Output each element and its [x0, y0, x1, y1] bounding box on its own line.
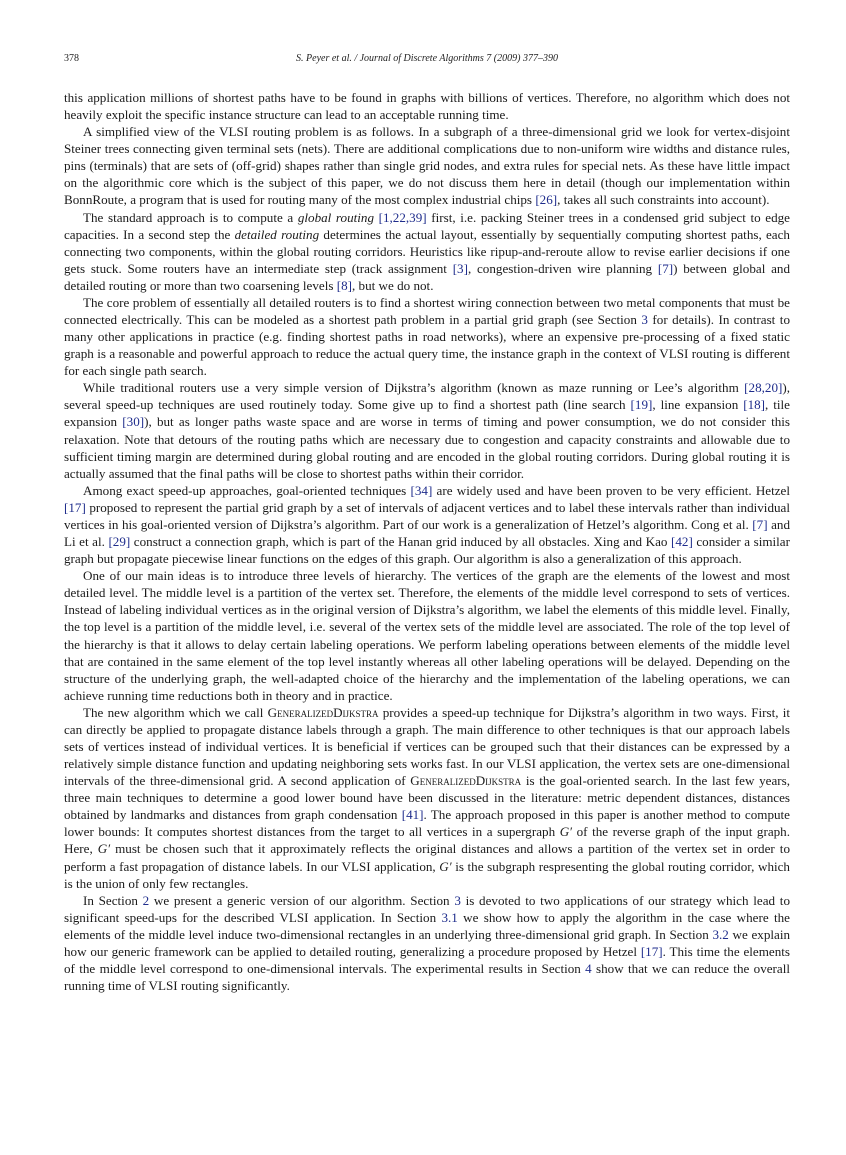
text-run: One of our main ideas is to introduce three levels of hierarchy. The vertices of the graph are the elements of the lowest and most detailed level. The middle level is a partition of the vertex set. Therefore, the elements of the middle level correspond to sets of vertices. Instead of labeling individual vertices as in the original version of Dijkstra’s algorithm, we label the elements of this middle level. Finally, the top level is a partition of the middle level, i.e. several of the vertex sets of the middle level are associated. The role of the top level of the hierarchy is that it allows to delay certain labeling operations. We perform labeling operations between elements of the middle level that are contained in the same element of the top level instantly whereas all other labeling operations will be delayed. Depending on the structure of the underlying graph, the well-adapted choice of the hierarchy and the implementation of the labeling operations, we can achieve running time reductions both in theory and in practice.	[64, 568, 790, 703]
citation-link[interactable]: 3	[454, 892, 461, 908]
text-run: The standard approach is to compute a	[83, 209, 298, 225]
citation-link[interactable]: 4	[585, 960, 592, 976]
text-run: must be chosen such that it approximately reflects the original distances and allows a partition of the vertex set in order to perform a fast propagation of distance labels. In our VLSI application,	[64, 841, 790, 874]
emphasis-text: G′	[559, 824, 573, 840]
citation-link[interactable]: [3]	[452, 260, 468, 276]
text-run: show that we can reduce the overall running time of VLSI routing significantly.	[64, 960, 790, 994]
text-run: this application millions of shortest paths have to be found in graphs with billions of vertices. Therefore, no algorithm which does not heavily exploit the specific instance structure can lead to an acceptable running time.	[64, 90, 790, 123]
text-run: The core problem of essentially all detailed routers is to find a shortest wiring connection between two metal components that must be connected electrically. This can be modeled as a shortest path problem in a partial grid graph (see Section	[64, 294, 790, 328]
paragraph	[64, 892, 790, 994]
text-run: proposed to represent the partial grid graph by a set of intervals of adjacent vertices and to label these intervals rather than individual vertices in his goal-oriented version of Dijkstra’s algorithm. Part of our work is a generalization of Hetzel’s algorithm. Cong et al.	[64, 499, 790, 532]
citation-link[interactable]: [1,22,39]	[378, 209, 427, 225]
text-run: Among exact speed-up approaches, goal-oriented techniques	[83, 482, 411, 498]
text-run: ), but as longer paths waste space and are worse in terms of timing and power consumption, we do not consider this relaxation. Note that detours of the routing paths which are necessary due to congestion and capacity constraints and allowable due to sufficient timing margin are determined during global routing and are encoded in the global routing corridors. During global routing it is actually assumed that the final paths will be close to shortest paths within their corridor.	[64, 414, 790, 481]
citation-link[interactable]: [30]	[122, 414, 145, 430]
citation-link[interactable]: [17]	[640, 943, 663, 959]
emphasis-text: G′	[439, 858, 452, 874]
text-run: first, i.e. packing Steiner trees in a condensed grid subject to edge capacities. In a second step the	[64, 209, 790, 242]
citation-link[interactable]: 2	[142, 892, 150, 908]
text-run: provides a speed-up technique for Dijkstra’s algorithm in two ways. First, it can directly be applied to propagate distance labels through a graph. The main difference to other techniques is that our approach labels sets of vertices instead of individual vertices. It is beneficial if vertices can be grouped such that their distances can be expressed by a relatively simple distance function and updating neighboring sets works fast. In our VLSI application, the vertex sets are one-dimensional intervals of the three-dimensional grid. A second application of	[64, 704, 790, 789]
text-run: and Li et al.	[64, 516, 790, 550]
citation-link[interactable]: [19]	[630, 397, 653, 413]
text-run: is the subgraph respresenting the global routing corridor, which is the union of only few rectangles.	[64, 858, 790, 891]
text-run: . This time the elements of the middle level correspond to one-dimensional intervals. The experimental results in Section	[64, 943, 790, 976]
emphasis-text: G′	[97, 841, 111, 857]
citation-link[interactable]: [42]	[670, 534, 693, 550]
paragraph	[64, 123, 790, 208]
paragraph	[64, 704, 790, 892]
citation-link[interactable]: [26]	[535, 192, 558, 208]
citation-link[interactable]: [29]	[108, 534, 131, 550]
citation-link[interactable]: [7]	[657, 260, 674, 276]
emphasis-text: global routing	[297, 209, 374, 225]
text-run: for details). In contrast to many other applications in practice (e.g. finding shortest paths in road networks), where an expensive pre-processing of a fixed static graph is a reasonable and powerful approach to reduce the actual query time, the instance graph in the context of VLSI routing is different for each single path search.	[64, 312, 790, 379]
paragraph	[64, 482, 790, 567]
text-run: ) between global and detailed routing or more than two coarsening levels	[64, 260, 790, 293]
citation-link[interactable]: [28,20]	[744, 380, 783, 396]
citation-link[interactable]: [18]	[743, 397, 766, 413]
citation-link[interactable]: 3	[641, 312, 648, 328]
text-run: , tile expansion	[64, 397, 790, 430]
text-run: consider a similar graph but propagate piecewise linear functions on the edges of this graph. Our algorithm is also a generalization of this approach.	[64, 534, 790, 567]
paragraph	[64, 379, 790, 481]
text-run: construct a connection graph, which is part of the Hanan grid induced by all obstacles. Xing and Kao	[130, 534, 671, 550]
algorithm-name: GeneralizedDijkstra	[267, 704, 379, 720]
text-run: we explain how our generic framework can be applied to detailed routing, generalizing a procedure proposed by Hetzel	[64, 926, 790, 959]
text-run: In Section	[83, 892, 143, 908]
paragraph	[64, 567, 790, 704]
text-run: we present a generic version of our algorithm. Section	[149, 892, 455, 908]
text-run: , takes all such constraints into account).	[557, 192, 770, 208]
text-run: While traditional routers use a very simple version of Dijkstra’s algorithm (known as maze running or Lee’s algorithm	[83, 380, 745, 396]
citation-link[interactable]: [34]	[410, 482, 433, 498]
text-run: , but we do not.	[352, 277, 434, 293]
text-run: of the reverse graph of the input graph. Here,	[64, 824, 790, 857]
text-run: we show how to apply the algorithm in the case where the elements of the middle level induce two-dimensional rectangles in an underlying three-dimensional grid graph. In Section	[64, 909, 790, 942]
text-run: , congestion-driven wire planning	[467, 260, 658, 276]
running-head: S. Peyer et al. / Journal of Discrete Algorithms 7 (2009) 377–390	[296, 53, 558, 64]
text-run: The new algorithm which we call	[83, 704, 268, 720]
page-number: 378	[64, 53, 79, 64]
paragraph	[64, 209, 790, 294]
text-run: ), several speed-up techniques are used routinely today. Some give up to find a shortest path (line search	[64, 380, 790, 413]
paragraph	[64, 89, 790, 123]
article-body	[64, 89, 790, 994]
citation-link[interactable]: [17]	[64, 499, 86, 515]
text-run: is devoted to two applications of our strategy which lead to significant speed-ups for the described VLSI application. In Section	[64, 892, 790, 925]
citation-link[interactable]: [41]	[401, 807, 424, 823]
page-header	[64, 53, 790, 67]
text-run: is the goal-oriented search. In the last few years, three main techniques to determine a good lower bound have been discussed in the literature: metric dependent distances, distances obtained by landmarks and distances from graph condensation	[64, 773, 790, 823]
emphasis-text: detailed routing	[234, 226, 320, 242]
citation-link[interactable]: [7]	[752, 516, 768, 532]
algorithm-name: GeneralizedDijkstra	[410, 773, 522, 789]
text-run: are widely used and have been proven to be very efficient. Hetzel	[432, 482, 790, 498]
paragraph	[64, 294, 790, 379]
text-run: A simplified view of the VLSI routing problem is as follows. In a subgraph of a three-dimensional grid we look for vertex-disjoint Steiner trees connecting given terminal sets (nets). There are additional complications due to non-uniform wire widths and distance rules, pins (terminals) that are sets of (off-grid) shapes rather than single grid nodes, and extra rules for special nets. As these have little impact on the algorithmic core which is the subject of this paper, we do not discuss them here in detail (though our implementation within BonnRoute, a program that is used for routing many of the most complex industrial chips	[64, 124, 790, 208]
citation-link[interactable]: [8]	[336, 277, 352, 293]
citation-link[interactable]: 3.1	[441, 909, 458, 925]
text-run: , line expansion	[652, 397, 744, 413]
citation-link[interactable]: 3.2	[712, 926, 729, 942]
text-run: determines the actual layout, essentially by sequentially computing shortest paths, each connecting two components, within the global routing corridors. Heuristics like ripup-and-reroute allow to revise earlier decisions if one gets stuck. Some routers have an intermediate step (track assignment	[64, 226, 790, 276]
text-run: . The approach proposed in this paper is another method to compute lower bounds: It computes shortest distances from the target to all vertices in a supergraph	[64, 807, 790, 840]
